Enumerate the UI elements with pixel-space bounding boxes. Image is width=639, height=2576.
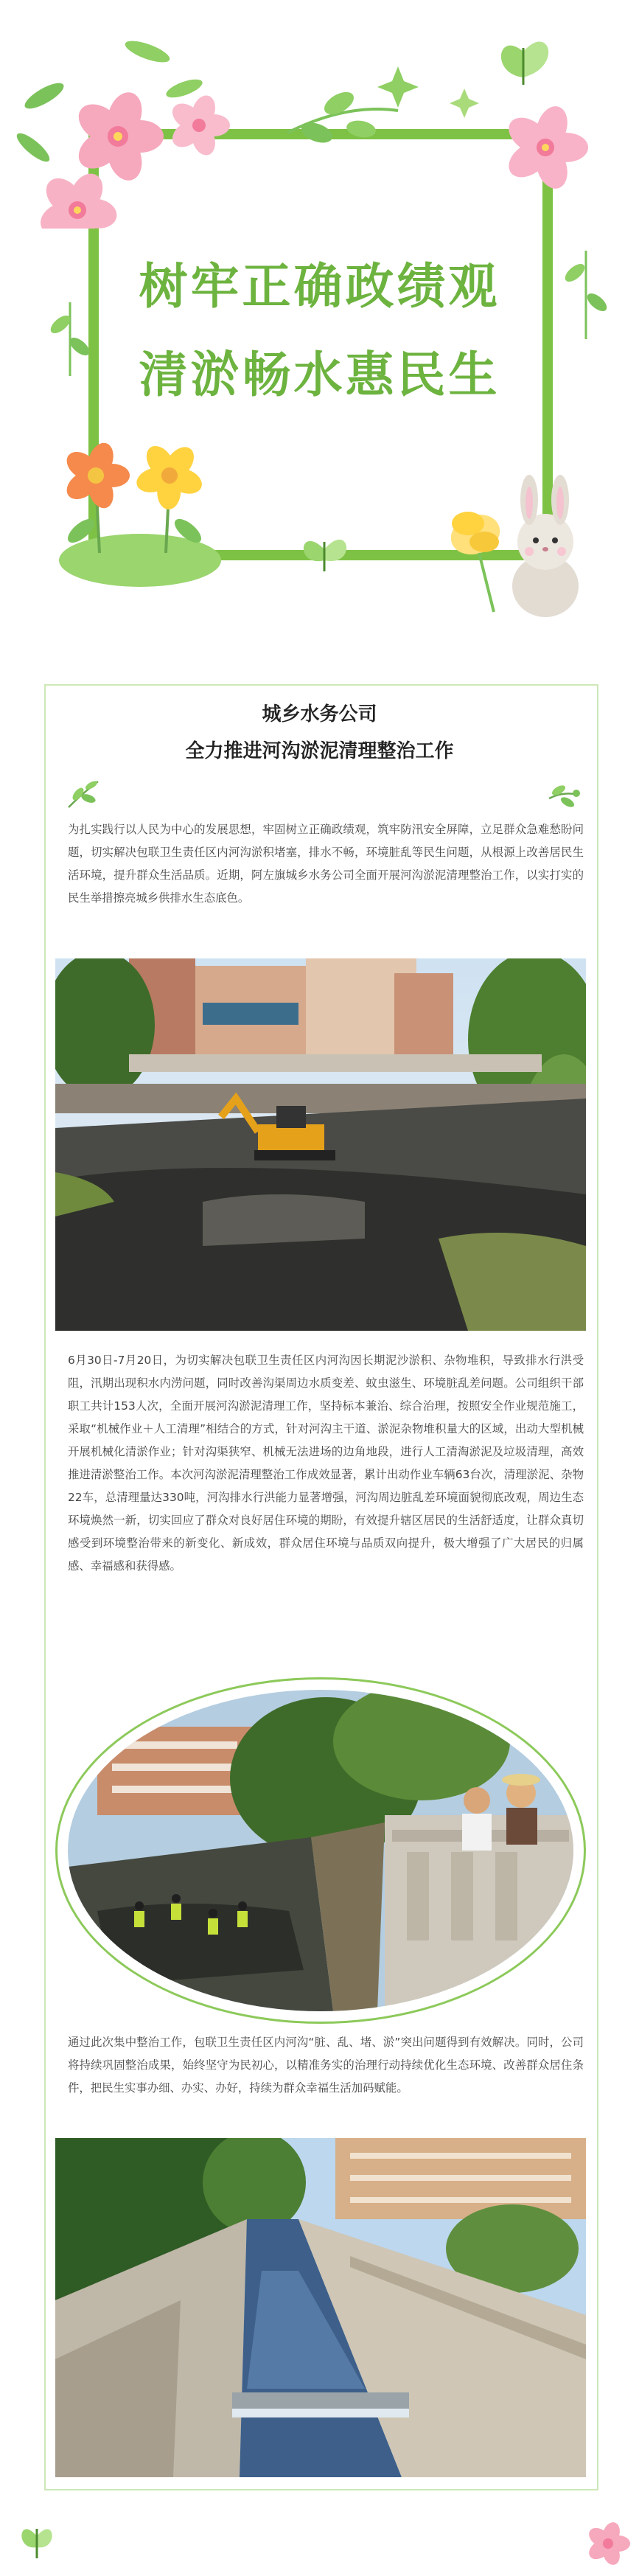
title-line-1: 树牢正确政绩观 [139,258,500,315]
flower-bottomright-icon [582,2518,634,2569]
photo-workers-cleaning [68,1690,573,2011]
leaf-sprig-topright-icon [265,22,639,199]
flower-cluster-topleft-icon [0,22,243,229]
paragraph-intro: 为扎实践行以人民为中心的发展思想，牢固树立正确政绩观，筑牢防汛安全屏障，立足群众急难愁盼问题，切实解决包联卫生责任区内河沟淤积堵塞，排水不畅，环境脏乱等民生问题，从根源上改善居民生活环境，提升群众生活品质。近期，阿左旗城乡水务公司全面开展河沟淤泥清理整治工作，以实打实的民生举措擦亮城乡供排水生态底色。 [68,823,584,905]
article-heading-line-2: 全力推进河沟淤泥清理整治工作 [185,740,454,762]
title-line-2: 清淤畅水惠民生 [139,347,500,403]
butterfly-icon [291,516,357,582]
paragraph-details: 6月30日-7月20日，为切实解决包联卫生责任区内河沟因长期泥沙淤积、杂物堆积，导致排水行洪受阻，汛期出现积水内涝问题，同时改善沟渠周边水质变差、蚊虫滋生、环境脏乱差问题。公司组织干部职工共计153人次，全面开展河沟淤泥清理工作，坚持标本兼治、综合治理，按照安全作业规范施工，采取“机械作业＋人工清理”相结合的方式，针对河沟主干道、淤泥杂物堆积量大的区域，出动大型机械开展机械化清淤作业；针对沟渠狭窄、机械无法进场的边角地段，进行人工清淘淤泥及垃圾清理，高效推进清淤整治工作。本次河沟淤泥清理整治工作成效显著，累计出动作业车辆63台次，清理淤泥、杂物22车，总清理量达330吨，河沟排水行洪能力显著增强，河沟周边脏乱差环境面貌彻底改观，周边生态环境焕然一新，切实回应了群众对良好居住环境的期盼，有效提升辖区居民的生活舒适度，让群众真切感受到环境整治带来的新变化、新成效，群众居住环境与品质双向提升，极大增强了广大居民的归属感、幸福感和获得感。 [68,1354,584,1573]
photo-excavator-dredging [55,958,586,1331]
header-banner [0,0,639,649]
leaf-sprig-left-icon [65,778,102,810]
flower-grass-bottomleft-icon [29,428,251,597]
article-heading-line-1: 城乡水务公司 [262,703,377,725]
butterfly-bottomleft-icon [15,2507,59,2566]
rabbit-icon [435,464,604,627]
leaf-sprig-right-icon [545,780,582,810]
paragraph-conclusion: 通过此次集中整治工作，包联卫生责任区内河沟“脏、乱、堵、淤”突出问题得到有效解决。同时，公司将持续巩固整治成果，始终坚守为民初心，以精准务实的治理行动持续优化生态环境、改善群众居住条件，把民生实事办细、办实、办好，持续为群众幸福生活加码赋能。 [68,2036,584,2095]
photo-clean-channel [55,2138,586,2477]
